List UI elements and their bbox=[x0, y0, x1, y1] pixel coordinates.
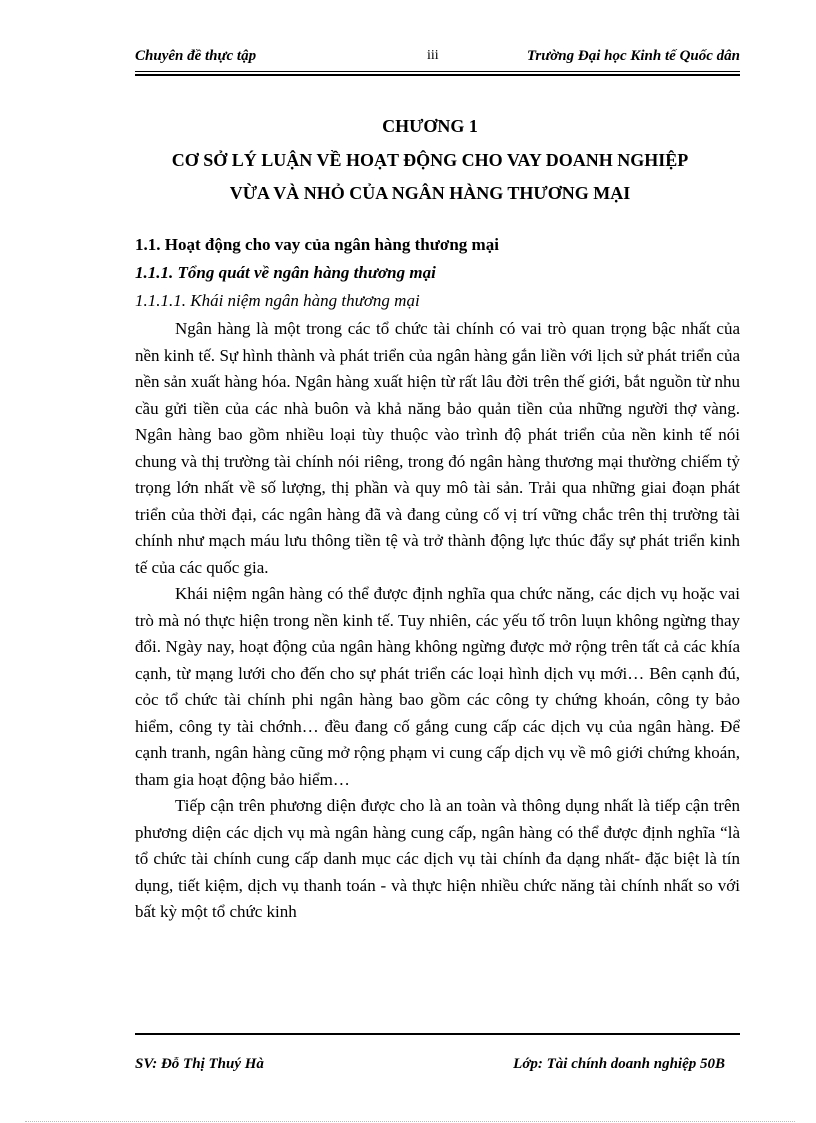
header-course-title: Chuyên đề thực tập bbox=[135, 48, 257, 64]
chapter-number: CHƯƠNG 1 bbox=[382, 116, 478, 136]
footer-rule bbox=[135, 1033, 740, 1035]
chapter-title-line1: CƠ SỞ LÝ LUẬN VỀ HOẠT ĐỘNG CHO VAY DOANH NGHIỆP bbox=[171, 150, 689, 170]
footer-class: Lớp: Tài chính doanh nghiệp 50B bbox=[513, 1056, 725, 1072]
footer-student-name: SV: Đỗ Thị Thuý Hà bbox=[135, 1056, 264, 1072]
section-heading-1-1: 1.1. Hoạt động cho vay của ngân hàng thương mại bbox=[135, 235, 499, 254]
paragraph: Ngân hàng là một trong các tổ chức tài chính có vai trò quan trọng bậc nhất của nền kinh tế. Sự hình thành và phát triển của ngân hàng gắn liền với lịch sử phát triển của nền sản xuất hàng hóa. Ngân hàng xuất hiện từ rất lâu đời trên thế giới, bắt nguồn từ nhu cầu gửi tiền của các nhà buôn và khả năng bảo quản tiền của những người thợ vàng. Ngân hàng bao gồm nhiều loại tùy thuộc vào trình độ phát triển của nền kinh tế nói chung và thị trường tài chính nói riêng, trong đó ngân hàng thương mại thường chiếm tỷ trọng lớn nhất về số lượng, thị phần và quy mô tài sản. Trải qua những giai đoạn phát triển của thời đại, các ngân hàng đã và đang củng cố vị trí vững chắc trên thị trường tài chính như mạch máu lưu thông tiền tệ và trở thành động lực thúc đẩy sự phát triển kinh tế của các quốc gia. bbox=[135, 319, 740, 577]
section-heading-1-1-1-1: 1.1.1.1. Khái niệm ngân hàng thương mại bbox=[135, 291, 420, 310]
paragraph: Khái niệm ngân hàng có thể được định nghĩa qua chức năng, các dịch vụ hoặc vai trò mà nó thực hiện trong nền kinh tế. Tuy nhiên, các yếu tố trôn luụn không ngừng thay đổi. Ngày nay, hoạt động của ngân hàng không ngừng được mở rộng trên tất cả các khía cạnh, từ mạng lưới cho đến cho sự phát triển các loại hình dịch vụ mới… Bên cạnh đú, cỏc tổ chức tài chính phi ngân hàng bao gồm các công ty chứng khoán, công ty bảo hiểm, công ty tài chớnh… đều đang cố gắng cung cấp các dịch vụ của ngân hàng. Để cạnh tranh, ngân hàng cũng mở rộng phạm vi cung cấp dịch vụ về mô giới chứng khoán, tham gia hoạt động bảo hiểm… bbox=[135, 584, 740, 789]
header-rule bbox=[135, 71, 740, 76]
body-text bbox=[135, 316, 740, 926]
chapter-title-line2: VỪA VÀ NHỎ CỦA NGÂN HÀNG THƯƠNG MẠI bbox=[229, 183, 631, 203]
paragraph: Tiếp cận trên phương diện được cho là an toàn và thông dụng nhất là tiếp cận trên phương diện các dịch vụ mà ngân hàng cung cấp, ngân hàng có thể được định nghĩa “là tổ chức tài chính cung cấp danh mục các dịch vụ tài chính đa dạng nhất- đặc biệt là tín dụng, tiết kiệm, dịch vụ thanh toán - và thực hiện nhiều chức năng tài chính nhất so với bất kỳ một tổ chức kinh bbox=[135, 796, 740, 921]
page-header bbox=[135, 48, 740, 70]
section-heading-1-1-1: 1.1.1. Tổng quát về ngân hàng thương mại bbox=[135, 263, 436, 282]
header-page-number: iii bbox=[427, 48, 439, 63]
page-bottom-border bbox=[25, 1121, 795, 1122]
header-university: Trường Đại học Kinh tế Quốc dân bbox=[526, 48, 740, 64]
